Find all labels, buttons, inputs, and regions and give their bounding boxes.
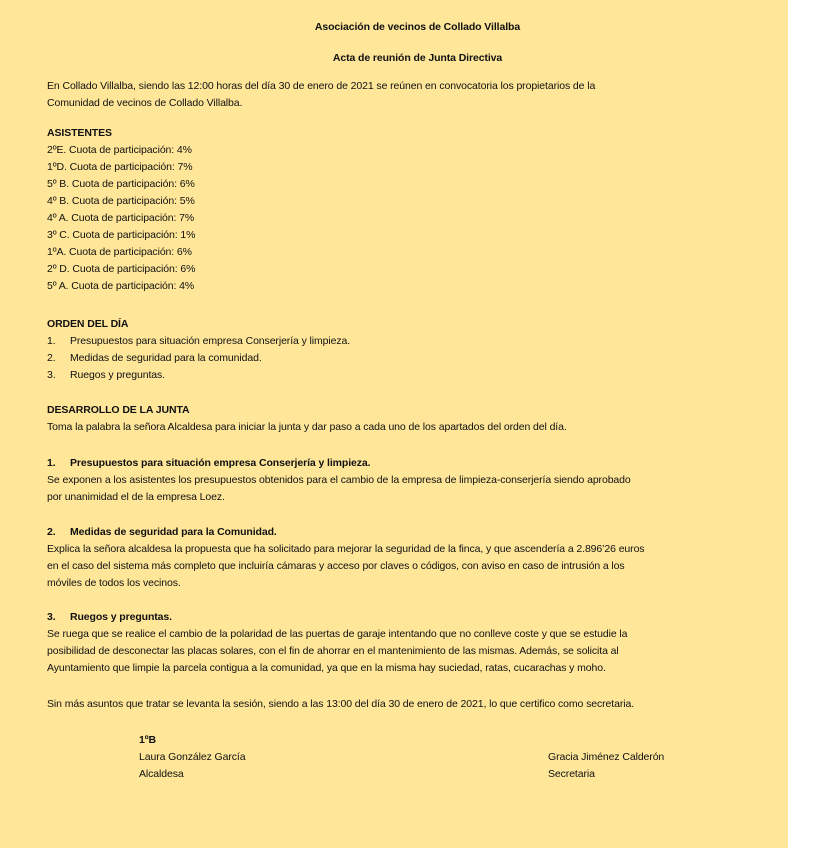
document-title: Asociación de vecinos de Collado Villalba bbox=[314, 21, 521, 33]
asistentes-heading: ASISTENTES bbox=[47, 127, 112, 139]
section-line: móviles de todos los vecinos. bbox=[47, 577, 181, 589]
section-line: posibilidad de desconectar las placas solares, con el fin de ahorrar en el mantenimiento de las mismas. Además, se solicita al bbox=[47, 645, 619, 657]
orden-del-dia-section bbox=[47, 316, 788, 384]
orden-heading: ORDEN DEL DÍA bbox=[47, 318, 129, 330]
section-title bbox=[47, 455, 788, 472]
section-title-text: Presupuestos para situación empresa Conserjería y limpieza. bbox=[70, 457, 371, 469]
asistente-item: 4º A. Cuota de participación: 7% bbox=[47, 212, 195, 224]
intro-line: Comunidad de vecinos de Collado Villalba. bbox=[47, 97, 243, 109]
asistente-item: 2º D. Cuota de participación: 6% bbox=[47, 263, 196, 275]
section-number: 3. bbox=[47, 611, 56, 623]
asistente-item: 2ºE. Cuota de participación: 4% bbox=[47, 144, 192, 156]
asistente-item: 1ºA. Cuota de participación: 6% bbox=[47, 246, 192, 258]
orden-item-text: Ruegos y preguntas. bbox=[70, 369, 165, 381]
intro-line: En Collado Villalba, siendo las 12:00 horas del día 30 de enero de 2021 se reúnen en convocatoria los propietarios de la bbox=[47, 80, 596, 92]
asistentes-section bbox=[47, 125, 788, 295]
signature-right bbox=[548, 749, 664, 783]
orden-item-number: 2. bbox=[47, 352, 56, 364]
section-1 bbox=[47, 455, 788, 506]
orden-item bbox=[47, 367, 788, 384]
signature-left bbox=[139, 732, 245, 783]
section-line: Se exponen a los asistentes los presupuestos obtenidos para el cambio de la empresa de limpieza-conserjería siendo aprobado bbox=[47, 474, 631, 486]
orden-item bbox=[47, 333, 788, 350]
section-title-text: Ruegos y preguntas. bbox=[70, 611, 172, 623]
signature-role: Alcaldesa bbox=[139, 768, 184, 780]
closing-paragraph: Sin más asuntos que tratar se levanta la sesión, siendo a las 13:00 del día 30 de enero de 2021, lo que certifico como secretaria. bbox=[47, 698, 635, 710]
orden-item-text: Presupuestos para situación empresa Conserjería y limpieza. bbox=[70, 335, 351, 347]
section-2 bbox=[47, 524, 788, 592]
asistente-item: 4º B. Cuota de participación: 5% bbox=[47, 195, 195, 207]
asistente-item: 5º A. Cuota de participación: 4% bbox=[47, 280, 195, 292]
section-line: en el caso del sistema más completo que incluiría cámaras y acceso por claves o códigos, con aviso en caso de intrusión a los bbox=[47, 560, 625, 572]
section-title-text: Medidas de seguridad para la Comunidad. bbox=[70, 526, 277, 538]
signature-name: Gracia Jiménez Calderón bbox=[548, 751, 665, 763]
section-line: por unanimidad el de la empresa Loez. bbox=[47, 491, 225, 503]
orden-item bbox=[47, 350, 788, 367]
section-title bbox=[47, 524, 788, 541]
signature-mark: 1ºB bbox=[139, 734, 156, 746]
desarrollo-text: Toma la palabra la señora Alcaldesa para iniciar la junta y dar paso a cada uno de los apartados del orden del día. bbox=[47, 421, 567, 433]
section-line: Explica la señora alcaldesa la propuesta que ha solicitado para mejorar la seguridad de la finca, y que ascendería a 2.896’26 euros bbox=[47, 543, 645, 555]
section-number: 2. bbox=[47, 526, 56, 538]
section-number: 1. bbox=[47, 457, 56, 469]
signature-role: Secretaria bbox=[548, 768, 595, 780]
section-title bbox=[47, 609, 788, 626]
section-3 bbox=[47, 609, 788, 677]
asistente-item: 5º B. Cuota de participación: 6% bbox=[47, 178, 195, 190]
asistente-item: 3º C. Cuota de participación: 1% bbox=[47, 229, 196, 241]
orden-item-number: 3. bbox=[47, 369, 56, 381]
section-line: Ayuntamiento que limpie la parcela contigua a la comunidad, ya que en la misma hay suciedad, ratas, cucarachas y moho. bbox=[47, 662, 606, 674]
document-subtitle: Acta de reunión de Junta Directiva bbox=[332, 52, 503, 64]
desarrollo-heading: DESARROLLO DE LA JUNTA bbox=[47, 404, 190, 416]
orden-item-number: 1. bbox=[47, 335, 56, 347]
orden-item-text: Medidas de seguridad para la comunidad. bbox=[70, 352, 262, 364]
asistente-item: 1ºD. Cuota de participación: 7% bbox=[47, 161, 193, 173]
desarrollo-section bbox=[47, 402, 788, 436]
signature-name: Laura González García bbox=[139, 751, 246, 763]
section-line: Se ruega que se realice el cambio de la polaridad de las puertas de garaje intentando que no conlleve coste y que se estudie la bbox=[47, 628, 628, 640]
intro-paragraph bbox=[47, 78, 788, 112]
